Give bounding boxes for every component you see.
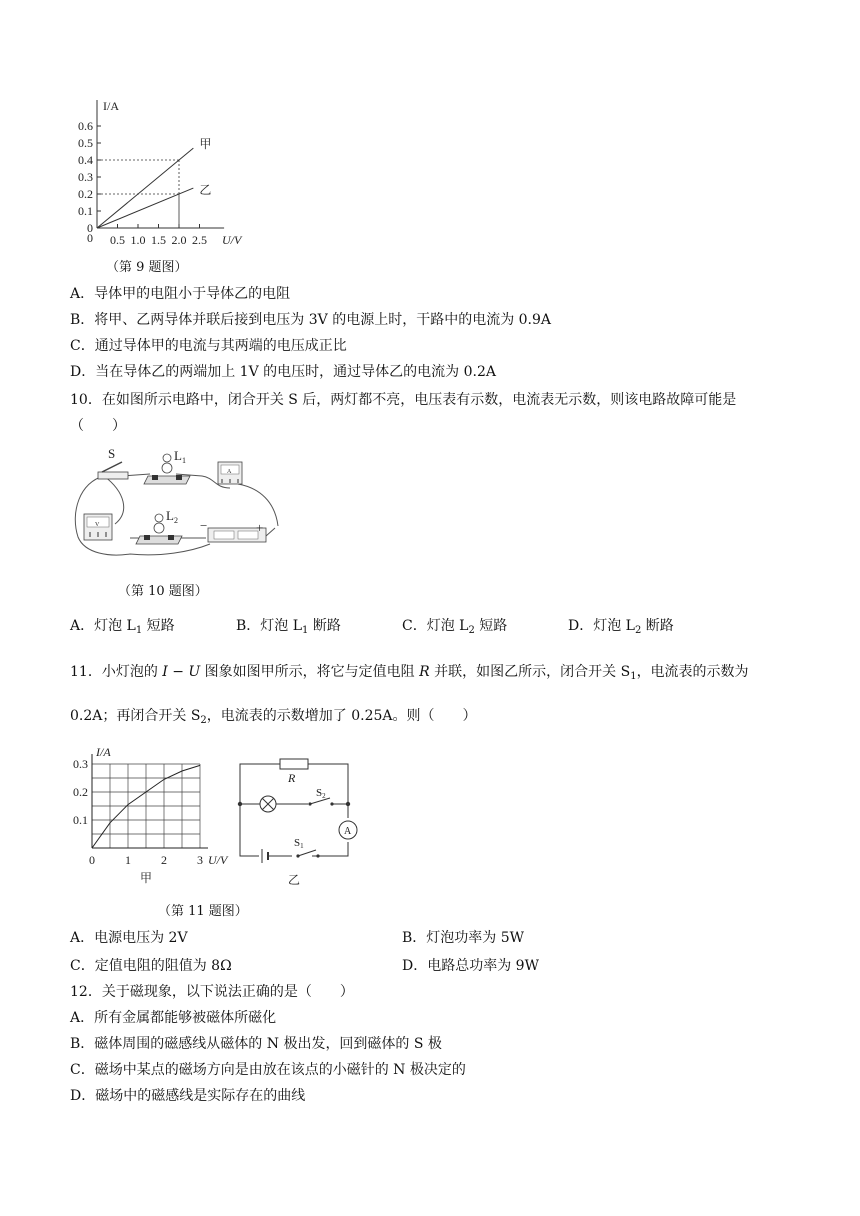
fig11-jia-chart [70, 742, 240, 890]
fig11-y-tick-label: 0.2 [73, 785, 88, 799]
fig11-x-axis-label: U/V [208, 853, 228, 867]
fig10-label-ammeter: A [227, 469, 232, 475]
fig11-x-tick-label: 1 [125, 853, 131, 867]
fig9-y-tick-label: 0.6 [78, 119, 93, 133]
q10-options [70, 616, 790, 636]
fig9-y-tick-label: 0.5 [78, 136, 93, 150]
fig11-y-tick-label: 0.3 [73, 757, 88, 771]
fig9-y-tick-label: 0.3 [78, 170, 93, 184]
q10-stem-paren: （ ） [70, 418, 126, 434]
fig11-y-tick-label: 0.1 [73, 813, 88, 827]
q11-options-row2 [70, 956, 790, 976]
fig9-y-axis-label: I/A [103, 99, 119, 113]
q11-option-d: D．电路总功率为 9W [402, 958, 539, 974]
fig9-origin-label: 0 [87, 231, 93, 245]
q12-option-c: C．磁场中某点的磁场方向是由放在该点的小磁针的 N 极决定的 [70, 1062, 466, 1078]
fig10-label-minus: − [200, 518, 208, 533]
fig9-y-tick-label: 0 [87, 221, 93, 235]
q10-option-a: A．灯泡 $L_1$ 短路 [70, 618, 175, 636]
fig11-label-ammeter: A [344, 826, 352, 837]
q9-option-a: A．导体甲的电阻小于导体乙的电阻 [70, 286, 291, 302]
fig11-caption: （第 11 题图） [158, 904, 248, 919]
q11-options-row1 [70, 928, 790, 948]
fig11-x-tick-label: 0 [89, 853, 95, 867]
fig9-y-tick-label: 0.1 [78, 204, 93, 218]
fig10-circuit [70, 442, 290, 564]
q10-option-d: D．灯泡 $L_2$ 断路 [568, 618, 674, 636]
q10-stem: 10．在如图所示电路中，闭合开关 S 后，两灯都不亮，电压表有示数，电流表无示数，则该电路故障可能是 [70, 392, 737, 408]
fig10-label-switch: S [108, 446, 116, 461]
fig9-x-tick-label: 0.5 [110, 233, 125, 247]
fig11-yi-caption: 乙 [288, 873, 301, 887]
fig11-x-tick-label: 2 [161, 853, 167, 867]
fig9-y-tick-label: 0.4 [78, 153, 93, 167]
fig9-x-axis-label: U/V [222, 233, 242, 247]
fig11-x-tick-label: 3 [197, 853, 203, 867]
q12-stem: 12．关于磁现象，以下说法正确的是（ ） [70, 984, 354, 1000]
q11-option-a: A．电源电压为 2V [70, 930, 188, 946]
fig10-caption: （第 10 题图） [118, 584, 208, 599]
q11-stem: 11．小灯泡的 I − U 图象如图甲所示，将它与定值电阻 R 并联，如图乙所示，闭合开关 $S_1$，电流表的示数为 [70, 664, 749, 682]
fig11-label-s1: S1 [294, 837, 304, 850]
fig9-x-tick-label: 1.5 [151, 233, 166, 247]
fig9-series-label-0: 甲 [199, 137, 212, 152]
fig9-y-tick-label: 0.2 [78, 187, 93, 201]
q12-option-d: D．磁场中的磁感线是实际存在的曲线 [70, 1088, 306, 1104]
fig9-series-label-1: 乙 [199, 183, 212, 198]
q9-option-c: C．通过导体甲的电流与其两端的电压成正比 [70, 338, 347, 354]
q9-option-d: D．当在导体乙的两端加上 1V 的电压时，通过导体乙的电流为 0.2A [70, 364, 496, 380]
q11-option-c: C．定值电阻的阻值为 8Ω [70, 958, 232, 974]
fig9-caption: （第 9 题图） [106, 260, 188, 275]
q11-stem-line2: 0.2A；再闭合开关 $S_2$，电流表的示数增加了 0.25A。则（ ） [70, 708, 477, 726]
fig9-x-tick-label: 2.0 [171, 233, 187, 247]
q9-option-b: B．将甲、乙两导体并联后接到电压为 3V 的电源上时，干路中的电流为 0.9A [70, 312, 552, 328]
fig10-label-l1: $L_1$ [174, 448, 186, 465]
q12-option-b: B．磁体周围的磁感线从磁体的 N 极出发，回到磁体的 S 极 [70, 1036, 442, 1052]
fig10-label-plus: + [256, 520, 264, 535]
fig11-yi-circuit [232, 756, 362, 892]
fig11-y-axis-label: I/A [96, 745, 111, 759]
fig9-x-tick-label: 1.0 [130, 233, 146, 247]
q11-option-b: B．灯泡功率为 5W [402, 930, 525, 946]
fig10-label-l2: $L_2$ [166, 508, 178, 525]
q10-option-b: B．灯泡 $L_1$ 断路 [236, 618, 341, 636]
q12-option-a: A．所有金属都能够被磁体所磁化 [70, 1010, 277, 1026]
fig11-label-r: R [288, 771, 296, 785]
fig10-label-voltmeter: V [95, 522, 100, 528]
fig9-x-tick-label: 2.5 [192, 233, 207, 247]
fig11-label-s2: S2 [316, 787, 326, 800]
q10-option-c: C．灯泡 $L_2$ 短路 [402, 618, 508, 636]
fig11-jia-caption: 甲 [140, 871, 153, 885]
fig9-chart [70, 92, 260, 252]
